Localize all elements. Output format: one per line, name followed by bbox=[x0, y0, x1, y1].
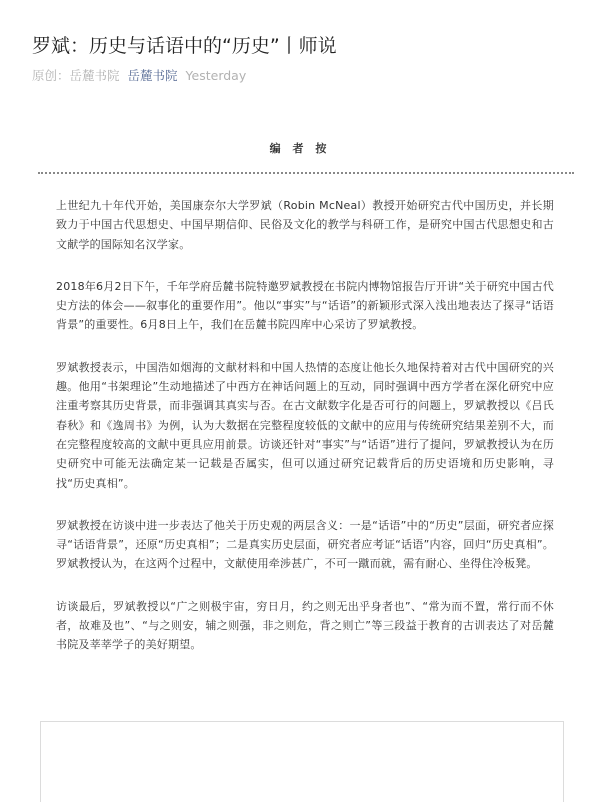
publish-time: Yesterday bbox=[185, 68, 247, 83]
article-title: 罗斌：历史与话语中的“历史”丨师说 bbox=[32, 35, 337, 57]
content-frame bbox=[40, 721, 564, 802]
original-prefix: 原创： bbox=[32, 68, 70, 83]
paragraph: 罗斌教授在访谈中进一步表达了他关于历史观的两层含义：一是“话语”中的“历史”层面，研究者应探寻“话语背景”，还原“历史真相”；二是真实历史层面，研究者应考证“话语”内容，回归“历史真相”。罗斌教授认为，在这两个过程中，文献使用牵涉甚广，不可一蹴而就，需有耐心、坐得住冷板凳。 bbox=[56, 518, 554, 571]
dotted-divider bbox=[38, 172, 574, 174]
article-body bbox=[56, 196, 554, 678]
paragraph: 罗斌教授表示，中国浩如烟海的文献材料和中国人热情的态度让他长久地保持着对古代中国研究的兴趣。他用“书架理论”生动地描述了中西方在神话问题上的互动，同时强调中西方学者在深化研究中应注重考察其历史背景，而非强调其真实与否。在古文献数字化是否可行的问题上，罗斌教授以《吕氏春秋》和《逸周书》为例，认为大数据在完整程度较低的文献中的应用与传统研究结果差别不大，而在完整程度较高的文献中更具应用前景。访谈还针对“事实”与“话语”进行了提问，罗斌教授认为在历史研究中可能无法确定某一记载是否属实，但可以通过研究记载背后的历史语境和历史影响，寻找“历史真相”。 bbox=[56, 360, 554, 490]
editor-note-heading: 编 者 按 bbox=[269, 142, 331, 155]
article-meta bbox=[32, 67, 246, 85]
account-link[interactable]: 岳麓书院 bbox=[127, 68, 178, 83]
original-label bbox=[32, 67, 120, 85]
author-name: 岳麓书院 bbox=[69, 68, 120, 83]
paragraph: 2018年6月2日下午，千年学府岳麓书院特邀罗斌教授在书院内博物馆报告厅开讲“关于研究中国古代史方法的体会——叙事化的重要作用”。他以“事实”与“话语”的新颖形式深入浅出地表达了探寻“话语背景”的重要性。6月8日上午，我们在岳麓书院四库中心采访了罗斌教授。 bbox=[56, 279, 554, 332]
paragraph: 上世纪九十年代开始，美国康奈尔大学罗斌（Robin McNeal）教授开始研究古代中国历史，并长期致力于中国古代思想史、中国早期信仰、民俗及文化的教学与科研工作，是研究中国古代思想史和古文献学的国际知名汉学家。 bbox=[56, 199, 554, 251]
paragraph: 访谈最后，罗斌教授以“广之则极宇宙，穷日月，约之则无出乎身者也”、“常为而不置，常行而不休者，故难及也”、“与之则安，辅之则强，非之则危，背之则亡”等三段益于教育的古训表达了对岳麓书院及莘莘学子的美好期望。 bbox=[56, 599, 554, 652]
